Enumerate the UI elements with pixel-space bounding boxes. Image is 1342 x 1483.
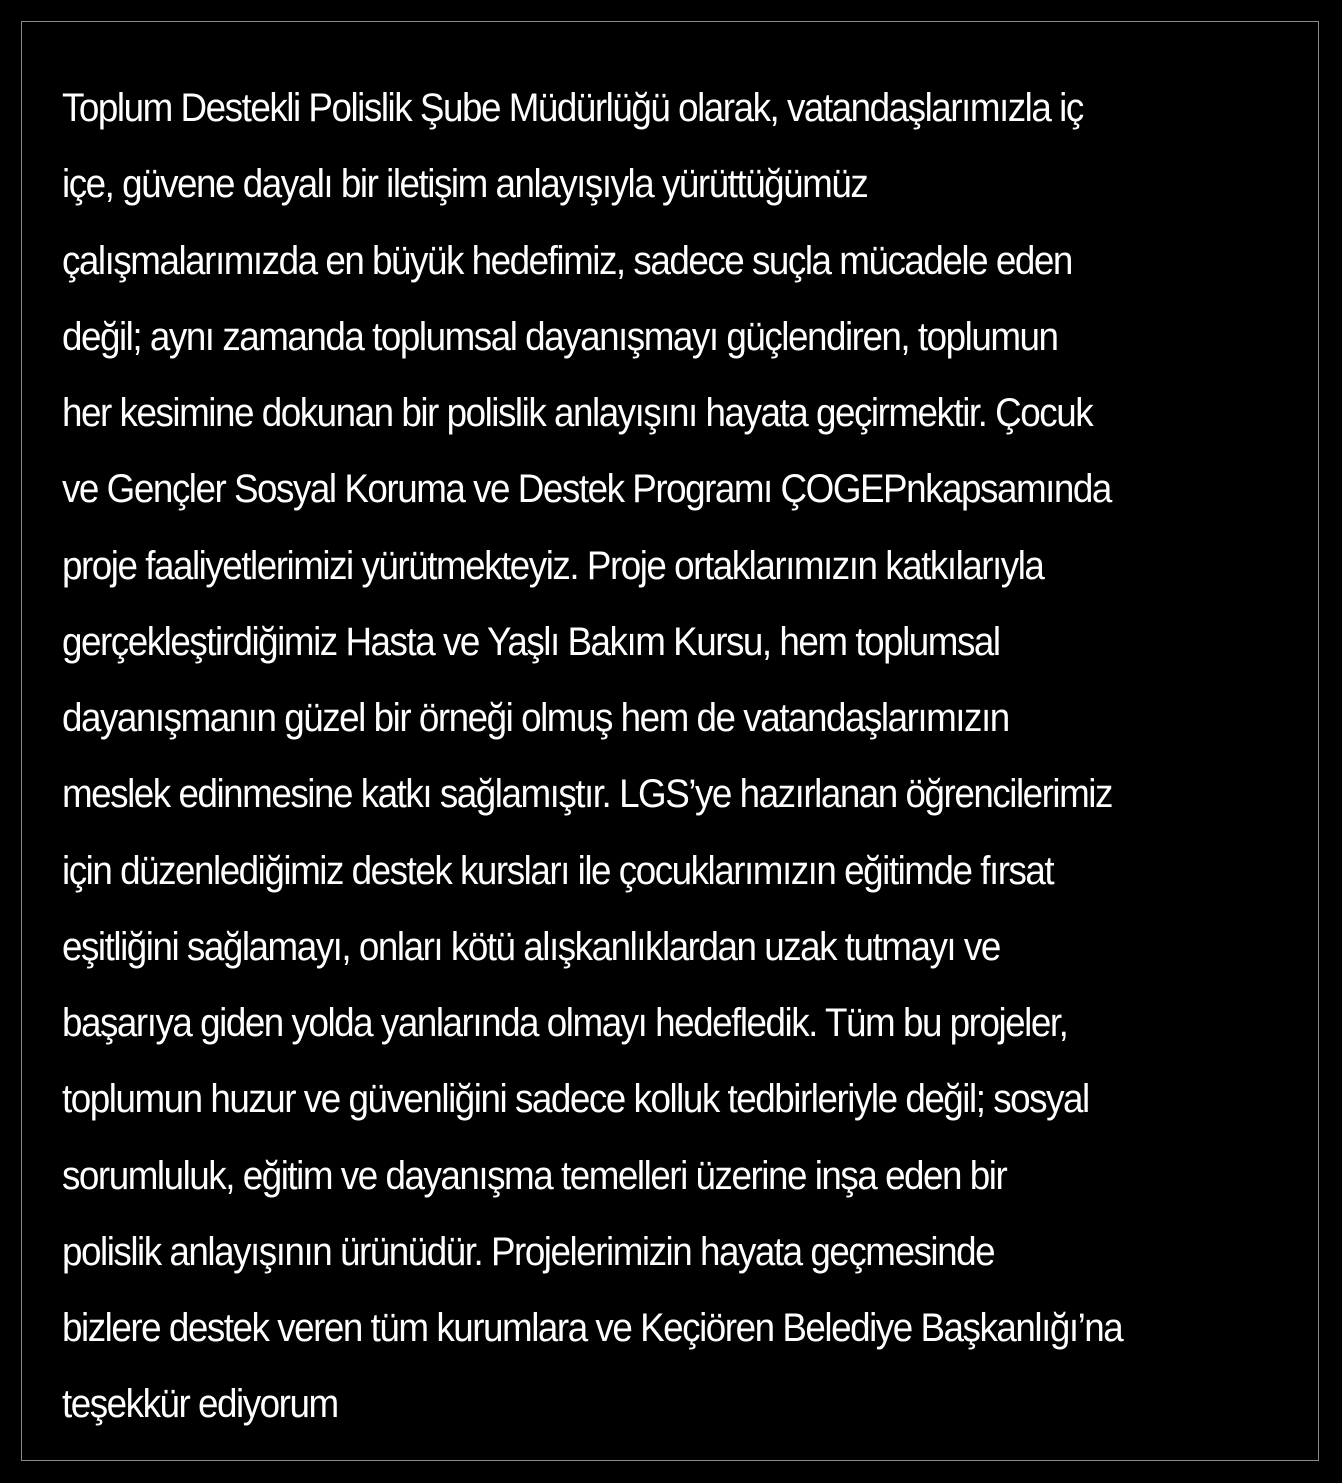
statement-line: değil; aynı zamanda toplumsal dayanışmayı güçlendiren, toplumun [62,314,1058,359]
statement-line: başarıya giden yolda yanlarında olmayı hedefledik. Tüm bu projeler, [62,1001,1068,1045]
statement-line: toplumun huzur ve güvenliğini sadece kolluk tedbirleriyle değil; sosyal [62,1077,1089,1122]
statement-line: için düzenlediğimiz destek kursları ile çocuklarımızın eğitimde fırsat [62,848,1054,893]
statement-line: her kesimine dokunan bir polislik anlayışını hayata geçirmektir. Çocuk [62,391,1093,435]
statement-line: ve Gençler Sosyal Koruma ve Destek Programı ÇOGEPnkapsamında [62,467,1111,512]
statement-line: çalışmalarımızda en büyük hedefimiz, sadece suçla mücadele eden [62,238,1072,283]
statement-line: eşitliğini sağlamayı, onları kötü alışkanlıklardan uzak tutmayı ve [62,924,1000,969]
statement-line: bizlere destek veren tüm kurumlara ve Keçiören Belediye Başkanlığı’na [62,1306,1123,1350]
statement-line: proje faaliyetlerimizi yürütmekteyiz. Proje ortaklarımızın katkılarıyla [62,543,1044,588]
statement-text [62,70,1302,1443]
statement-line: içe, güvene dayalı bir iletişim anlayışıyla yürüttüğümüz [62,162,868,207]
statement-line: gerçekleştirdiğimiz Hasta ve Yaşlı Bakım Kursu, hem toplumsal [62,619,1000,664]
statement-line: Toplum Destekli Polislik Şube Müdürlüğü olarak, vatandaşlarımızla iç [62,86,1083,130]
statement-line: teşekkür ediyorum [62,1382,338,1427]
statement-line: sorumluluk, eğitim ve dayanışma temelleri üzerine inşa eden bir [62,1153,1007,1198]
statement-line: dayanışmanın güzel bir örneği olmuş hem de vatandaşlarımızın [62,696,1009,740]
statement-line: polislik anlayışının ürünüdür. Projelerimizin hayata geçmesinde [62,1229,995,1274]
statement-line: meslek edinmesine katkı sağlamıştır. LGS’ye hazırlanan öğrencilerimiz [62,772,1112,817]
